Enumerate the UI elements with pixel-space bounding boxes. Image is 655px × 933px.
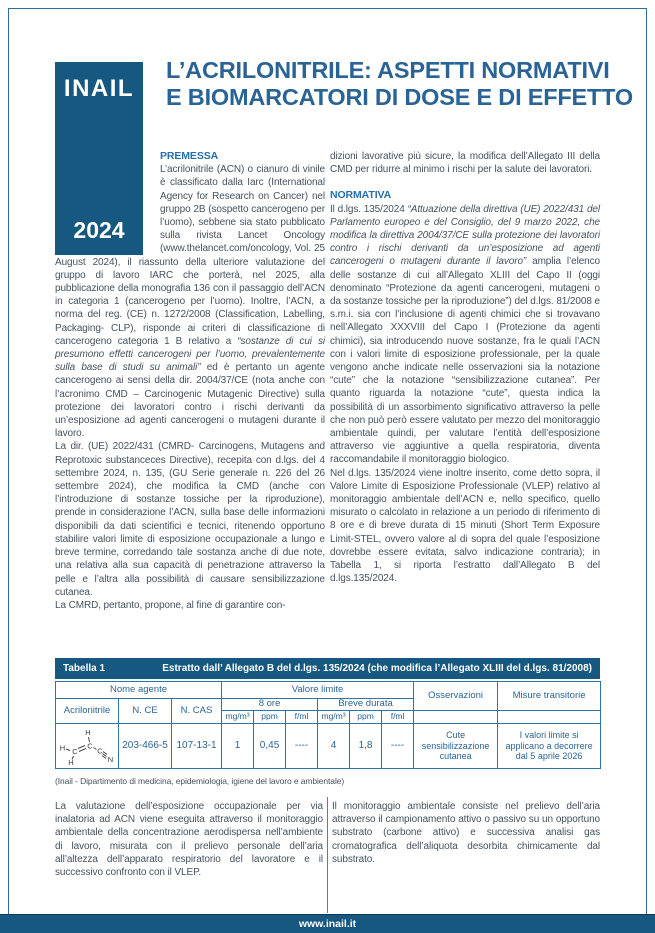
table-caption-label: Tabella 1 bbox=[63, 663, 106, 674]
premessa-paragraph-3: La CMRD, pertanto, propone, al fine di garantire con- bbox=[55, 599, 286, 611]
unit-mgm3-breve: mg/m³ bbox=[318, 711, 350, 724]
value-n-cas: 107-13-1 bbox=[172, 724, 222, 769]
molecule-cell bbox=[56, 724, 119, 769]
header-osservazioni: Osservazioni bbox=[414, 682, 498, 711]
svg-text:H: H bbox=[68, 758, 74, 766]
page-title-line1: L’ACRILONITRILE: ASPETTI NORMATIVI bbox=[166, 57, 610, 83]
empty-misure-cell bbox=[498, 711, 601, 724]
value-misure-transitorie: I valori limite si applicano a decorrere dal 5 aprile 2026 bbox=[498, 724, 601, 769]
table-caption-title: Estratto dall’ Allegato B del d.lgs. 135/2024 (che modifica l’Allegato XLIII del d.lgs. 81/2008) bbox=[162, 663, 592, 674]
empty-osservazioni-cell bbox=[414, 711, 498, 724]
normativa-paragraph-1: Il d.lgs. 135/2024 “Attuazione della direttiva (UE) 2022/431 del Parlamento europeo e del Consiglio, del 9 marzo 2022, che modifica la direttiva 2004/37/CE sulla protezione dei lavoratori contro i rischi derivanti da un’esposizione ad agenti cancerogeni o mutageni durante il lavoro” amplia l’elenco delle sostanze di cui all’Allegato XLIII del Capo II (oggi denominato “Protezione da agenti cancerogeni, mutageni o da sostanze tossiche per la riproduzione”) del d.lgs. 81/2008 e s.m.i. sia con l’inclusione di agenti chimici che si trovavano nell’Allegato XXXVIII del Capo I (Protezione da agenti chimici), sia introducendo nuove sostanze, fra le quali l’ACN con i valori limite di esposizione professionale, per la quale vengono anche indicate nelle osservazioni sia la notazione “cute” che la notazione “sensibilizzazione cutanea”. Per quanto riguarda la notazione “cute”, questa indica la possibilità di un assorbimento significativo attraverso la pelle che non può però essere valutato per mezzo del monitoraggio ambientale quindi, per valutare l’entità dell’esposizione attraverso vie aggiuntive a quella respiratoria, diventa raccomandabile il monitoraggio biologico. bbox=[330, 203, 601, 466]
bottom-right-paragraph: Il monitoraggio ambientale consiste nel prelievo dell’aria attraverso il campionamento attivo o passivo su un opportuno substrato (carbone attivo) e successiva analisi gas cromatografica dell’aliquota desorbita chimicamente dal substrato. bbox=[332, 801, 600, 865]
premessa-continuation: dizioni lavorative più sicure, la modifica dell’Allegato III della CMD per ridurre al minimo i rischi per la salute dei lavoratori. bbox=[330, 151, 600, 176]
svg-text:C: C bbox=[97, 746, 103, 756]
limits-table bbox=[55, 681, 601, 769]
inail-logo: INAIL bbox=[63, 75, 135, 102]
svg-text:C: C bbox=[87, 741, 93, 751]
header-breve-durata: Breve durata bbox=[318, 699, 414, 711]
page-title-line2: E BIOMARCATORI DI DOSE E DI EFFETTO bbox=[166, 84, 633, 111]
table-source-note: (Inail - Dipartimento di medicina, epidemiologia, igiene del lavoro e ambientale) bbox=[55, 776, 345, 786]
year-label: 2024 bbox=[73, 217, 125, 243]
column-divider bbox=[327, 797, 328, 913]
svg-text:N: N bbox=[107, 755, 114, 764]
unit-fml-breve: f/ml bbox=[382, 711, 414, 724]
normativa-paragraph-2: Nel d.lgs. 135/2024 viene inoltre inserito, come detto sopra, il Valore Limite di Esposizione Professionale (VLEP) relativo al monitoraggio ambientale dell’ACN e, nello specifico, quello misurato o calcolato in relazione a un periodo di riferimento di 8 ore e di breve durata di 15 minuti (Short Term Exposure Limit-STEL, ovvero valore al di sopra del quale l’esposizione dovrebbe essere evitata, salvo indicazione contraria); in Tabella 1, si riporta l’estratto dall’Allegato B del d.lgs.135/2024. bbox=[330, 467, 600, 585]
unit-ppm-breve: ppm bbox=[350, 711, 382, 724]
tabella-1 bbox=[55, 658, 600, 769]
header-misure-transitorie: Misure transitorie bbox=[498, 682, 601, 711]
premessa-paragraph-1: L’acrilonitrile (ACN) o cianuro di vinile è classificato dalla Iarc (International Agency for Research on Cancer) nel gruppo 2B (sospetto cancerogeno per l’uomo), sebbene sia stato pubblicato sulla rivista Lancet Oncology (www.thelancet.com/oncology, Vol. 25 August 2024), il riassunto della ulteriore valutazione del gruppo di lavoro IARC che porterà, nel 2025, alla pubblicazione della monografia 136 con il passaggio dell’ACN in categoria 1 (cancerogeno per l’uomo). Inoltre, l’ACN, a norma del reg. (CE) n. 1272/2008 (Classification, Labelling, Packaging- CLP), risponde ai criteri di classificazione di cancerogeno categoria 1 B relativo a “sostanze di cui si presumono effetti cancerogeni per l’uomo, prevalentemente sulla base di studi su animali” ed è pertanto un agente cancerogeno ai sensi della dir. 2004/37/CE (nota anche con l’acronimo CMD – Carcinogenic Mutagenic Directive) sulla protezione dei lavoratori contro i rischi derivanti da un’esposizione ad agenti cancerogeni o mutageni durante il lavoro. bbox=[55, 164, 325, 440]
header-8-ore: 8 ore bbox=[222, 699, 318, 711]
svg-text:H: H bbox=[85, 728, 91, 737]
value-n-ce: 203-466-5 bbox=[119, 724, 172, 769]
table-caption-bar bbox=[55, 658, 600, 679]
unit-ppm-8ore: ppm bbox=[254, 711, 286, 724]
normativa-heading: NORMATIVA bbox=[330, 189, 392, 202]
value-breve-fml: ---- bbox=[382, 724, 414, 769]
svg-text:H: H bbox=[59, 743, 66, 753]
header-n-ce: N. CE bbox=[119, 699, 172, 724]
page-title bbox=[166, 57, 648, 112]
value-breve-ppm: 1,8 bbox=[350, 724, 382, 769]
premessa-paragraph-2: La dir. (UE) 2022/431 (CMRD- Carcinogens, Mutagens and Reprotoxic substanceces Directive), recepita con d.lgs. del 4 settembre 2024, n. 135, (GU Serie generale n. 226 del 26 settembre 2024), che modifica la CMD (anche con l’introduzione di sostanze tossiche per la riproduzione), prende in considerazione l’ACN, sulla base delle informazioni disponibili da dati scientifici e tecnici, ritenendo opportuno stabilire valori limite di esposizione occupazionale a lungo e breve termine, corredando tale sostanza anche di due note, una relativa alla sua capacità di penetrazione attraverso la pelle e l’altra alla possibilità di causare sensibilizzazione cutanea. bbox=[55, 441, 325, 598]
bottom-left-paragraph: La valutazione dell’esposizione occupazionale per via inalatoria ad ACN viene eseguita attraverso il monitoraggio ambientale della concentrazione aerodispersa nell’ambiente di lavoro, misurata con il prelievo personale dell’aria all’altezza dell’apparato respiratorio del lavoratore e il successivo confronto con il VLEP. bbox=[55, 801, 323, 879]
brand-box-spacer bbox=[55, 150, 160, 255]
header-acrilonitrile: Acrilonitrile bbox=[56, 699, 119, 724]
value-osservazioni: Cute sensibilizzazione cutanea bbox=[414, 724, 498, 769]
header-valore-limite: Valore limite bbox=[222, 682, 414, 699]
value-8ore-mgm3: 1 bbox=[222, 724, 254, 769]
svg-text:C: C bbox=[72, 747, 78, 756]
premessa-heading: PREMESSA bbox=[160, 150, 219, 162]
value-breve-mgm3: 4 bbox=[318, 724, 350, 769]
unit-fml-8ore: f/ml bbox=[286, 711, 318, 724]
value-8ore-ppm: 0,45 bbox=[254, 724, 286, 769]
footer-link[interactable]: www.inail.it bbox=[298, 918, 357, 930]
right-column bbox=[330, 150, 600, 586]
header-n-cas: N. CAS bbox=[172, 699, 222, 724]
footer-bar bbox=[0, 914, 655, 933]
unit-mgm3-8ore: mg/m³ bbox=[222, 711, 254, 724]
left-column bbox=[55, 150, 325, 612]
value-8ore-fml: ---- bbox=[286, 724, 318, 769]
header-nome-agente: Nome agente bbox=[56, 682, 222, 699]
acrylonitrile-structure-icon bbox=[58, 726, 116, 766]
